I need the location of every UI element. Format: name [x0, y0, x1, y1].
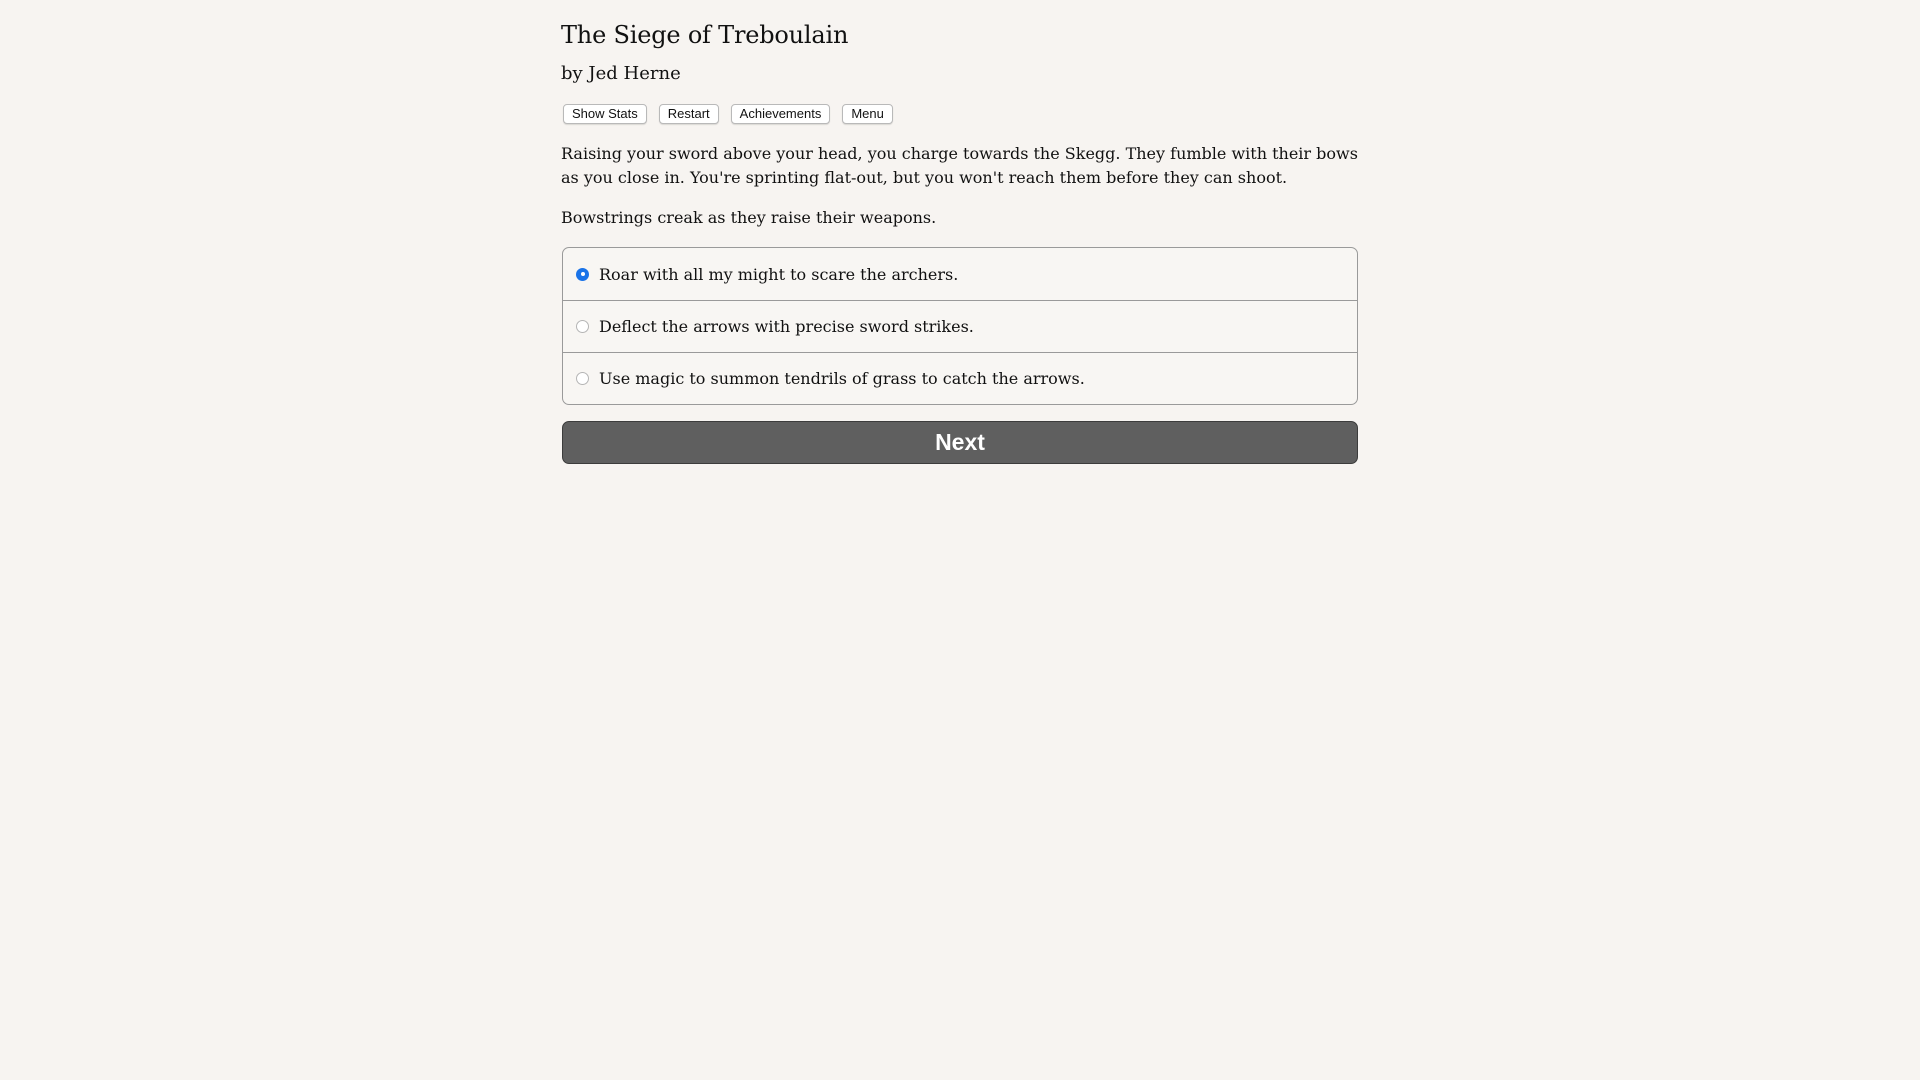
game-author: by Jed Herne	[561, 63, 681, 84]
choice-option-magic[interactable]	[563, 352, 1357, 404]
story-text	[561, 142, 1358, 246]
toolbar	[563, 104, 905, 124]
choice-option-roar[interactable]	[563, 248, 1357, 300]
radio-button-icon[interactable]	[576, 268, 589, 281]
show-stats-button[interactable]: Show Stats	[563, 104, 647, 124]
choice-list	[562, 247, 1358, 405]
story-paragraph: Bowstrings creak as they raise their weapons.	[561, 208, 937, 227]
choice-label: Use magic to summon tendrils of grass to catch the arrows.	[599, 369, 1085, 388]
choice-label: Deflect the arrows with precise sword strikes.	[599, 317, 974, 336]
restart-button[interactable]: Restart	[659, 104, 719, 124]
choice-label: Roar with all my might to scare the archers.	[599, 264, 959, 284]
radio-button-icon[interactable]	[576, 372, 589, 385]
game-title: The Siege of Treboulain	[561, 21, 849, 49]
story-paragraph: Raising your sword above your head, you charge towards the Skegg. They fumble with their bows as you close in. You're sprinting flat-out, but you won't reach them before they can shoot.	[561, 144, 1358, 187]
menu-button[interactable]: Menu	[842, 104, 893, 124]
choice-option-deflect[interactable]	[563, 300, 1357, 352]
achievements-button[interactable]: Achievements	[731, 104, 831, 124]
next-button[interactable]: Next	[562, 421, 1358, 464]
radio-button-icon[interactable]	[576, 320, 589, 333]
